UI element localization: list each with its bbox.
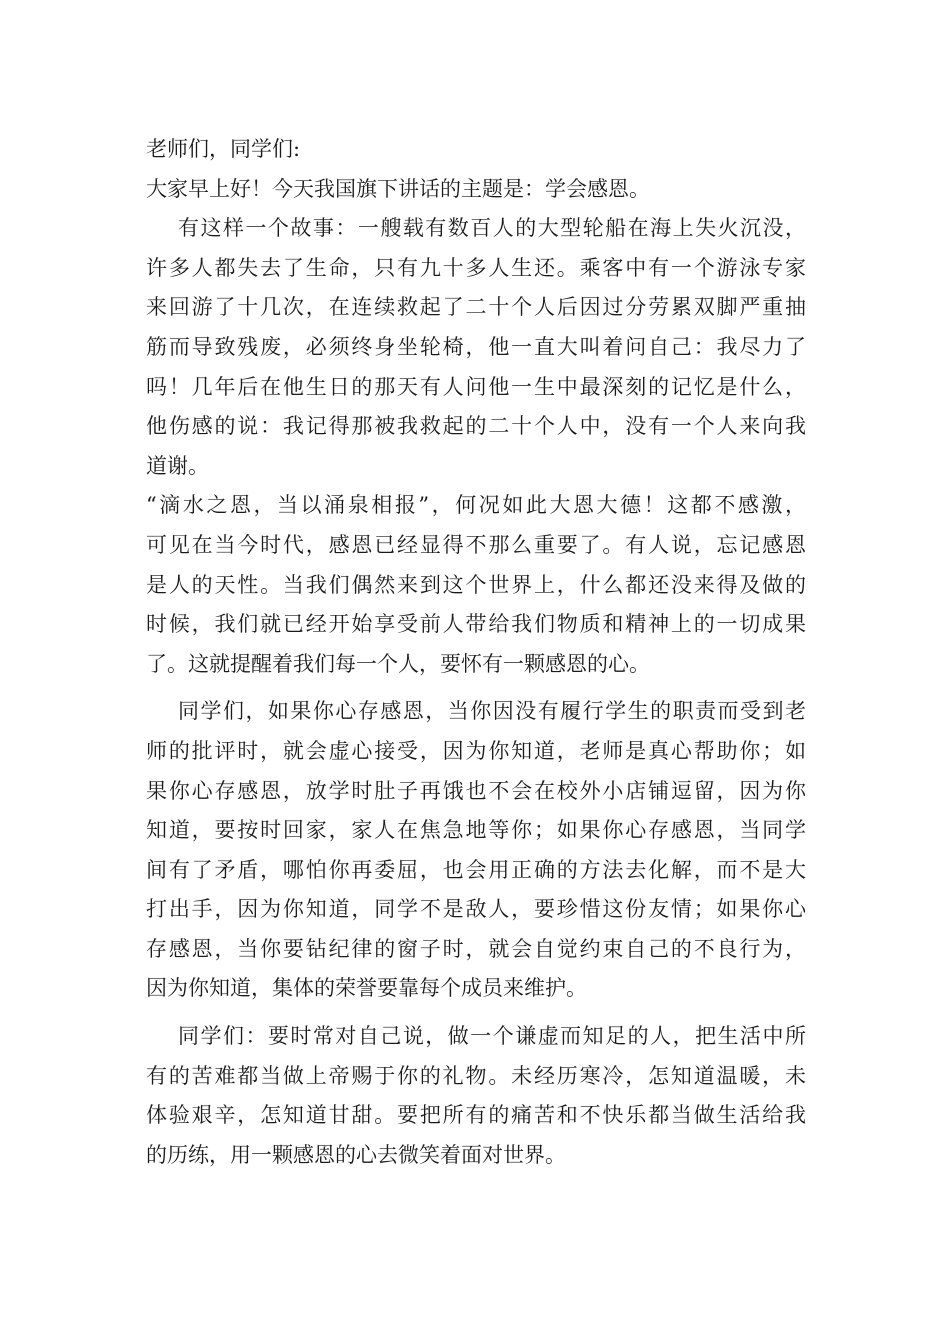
paragraph-line: 因为你知道，集体的荣誉要靠每个成员来维护。 [146, 976, 587, 1001]
paragraph-line: 来回游了十几次，在连续救起了二十个人后因过分劳累双脚严重抽 [146, 295, 806, 320]
paragraph-line: 吗！几年后在他生日的那天有人问他一生中最深刻的记忆是什么， [146, 374, 806, 399]
paragraph-line: 知道，要按时回家，家人在焦急地等你；如果你心存感恩，当同学 [146, 818, 806, 843]
paragraph-line: “滴水之恩，当以涌泉相报”，何况如此大恩大德！这都不感激， [146, 493, 806, 518]
paragraph-line: 许多人都失去了生命，只有九十多人生还。乘客中有一个游泳专家 [146, 255, 806, 280]
paragraph-line: 了。这就提醒着我们每一个人，要怀有一颗感恩的心。 [146, 651, 650, 676]
paragraph-line: 打出手，因为你知道，同学不是敌人，要珍惜这份友情；如果你心 [146, 897, 806, 922]
paragraph-line: 有这样一个故事：一艘载有数百人的大型轮船在海上失火沉没， [178, 216, 806, 241]
speech-text [146, 130, 806, 1175]
paragraph-line: 同学们：要时常对自己说，做一个谦虚而知足的人，把生活中所 [178, 1024, 806, 1049]
paragraph-line: 道谢。 [146, 453, 209, 478]
salutation: 老师们，同学们: [146, 137, 301, 161]
paragraph-line: 筋而导致残废，必须终身坐轮椅，他一直大叫着问自己：我尽力了 [146, 334, 806, 359]
paragraph-line: 他伤感的说：我记得那被我救起的二十个人中，没有一个人来向我 [146, 414, 806, 439]
paragraph-line: 时候，我们就已经开始享受前人带给我们物质和精神上的一切成果 [146, 612, 806, 637]
paragraph-line: 存感恩，当你要钻纪律的窗子时，就会自觉约束自己的不良行为， [146, 936, 806, 961]
paragraph-line: 可见在当今时代，感恩已经显得不那么重要了。有人说，忘记感恩 [146, 532, 806, 557]
paragraph-line: 的历练，用一颗感恩的心去微笑着面对世界。 [146, 1142, 566, 1167]
paragraph-line: 有的苦难都当做上帝赐于你的礼物。未经历寒冷，怎知道温暖，未 [146, 1063, 806, 1088]
paragraph-line: 间有了矛盾，哪怕你再委屈，也会用正确的方法去化解，而不是大 [146, 857, 806, 882]
paragraph-line: 师的批评时，就会虚心接受，因为你知道，老师是真心帮助你；如 [146, 738, 806, 763]
paragraph-line: 大家早上好！今天我国旗下讲话的主题是：学会感恩。 [146, 176, 650, 201]
paragraph-line: 同学们，如果你心存感恩，当你因没有履行学生的职责而受到老 [178, 699, 806, 724]
paragraph-line: 是人的天性。当我们偶然来到这个世界上，什么都还没来得及做的 [146, 572, 806, 597]
paragraph-line: 果你心存感恩，放学时肚子再饿也不会在校外小店铺逗留，因为你 [146, 778, 806, 803]
paragraph-line: 体验艰辛，怎知道甘甜。要把所有的痛苦和不快乐都当做生活给我 [146, 1103, 806, 1128]
